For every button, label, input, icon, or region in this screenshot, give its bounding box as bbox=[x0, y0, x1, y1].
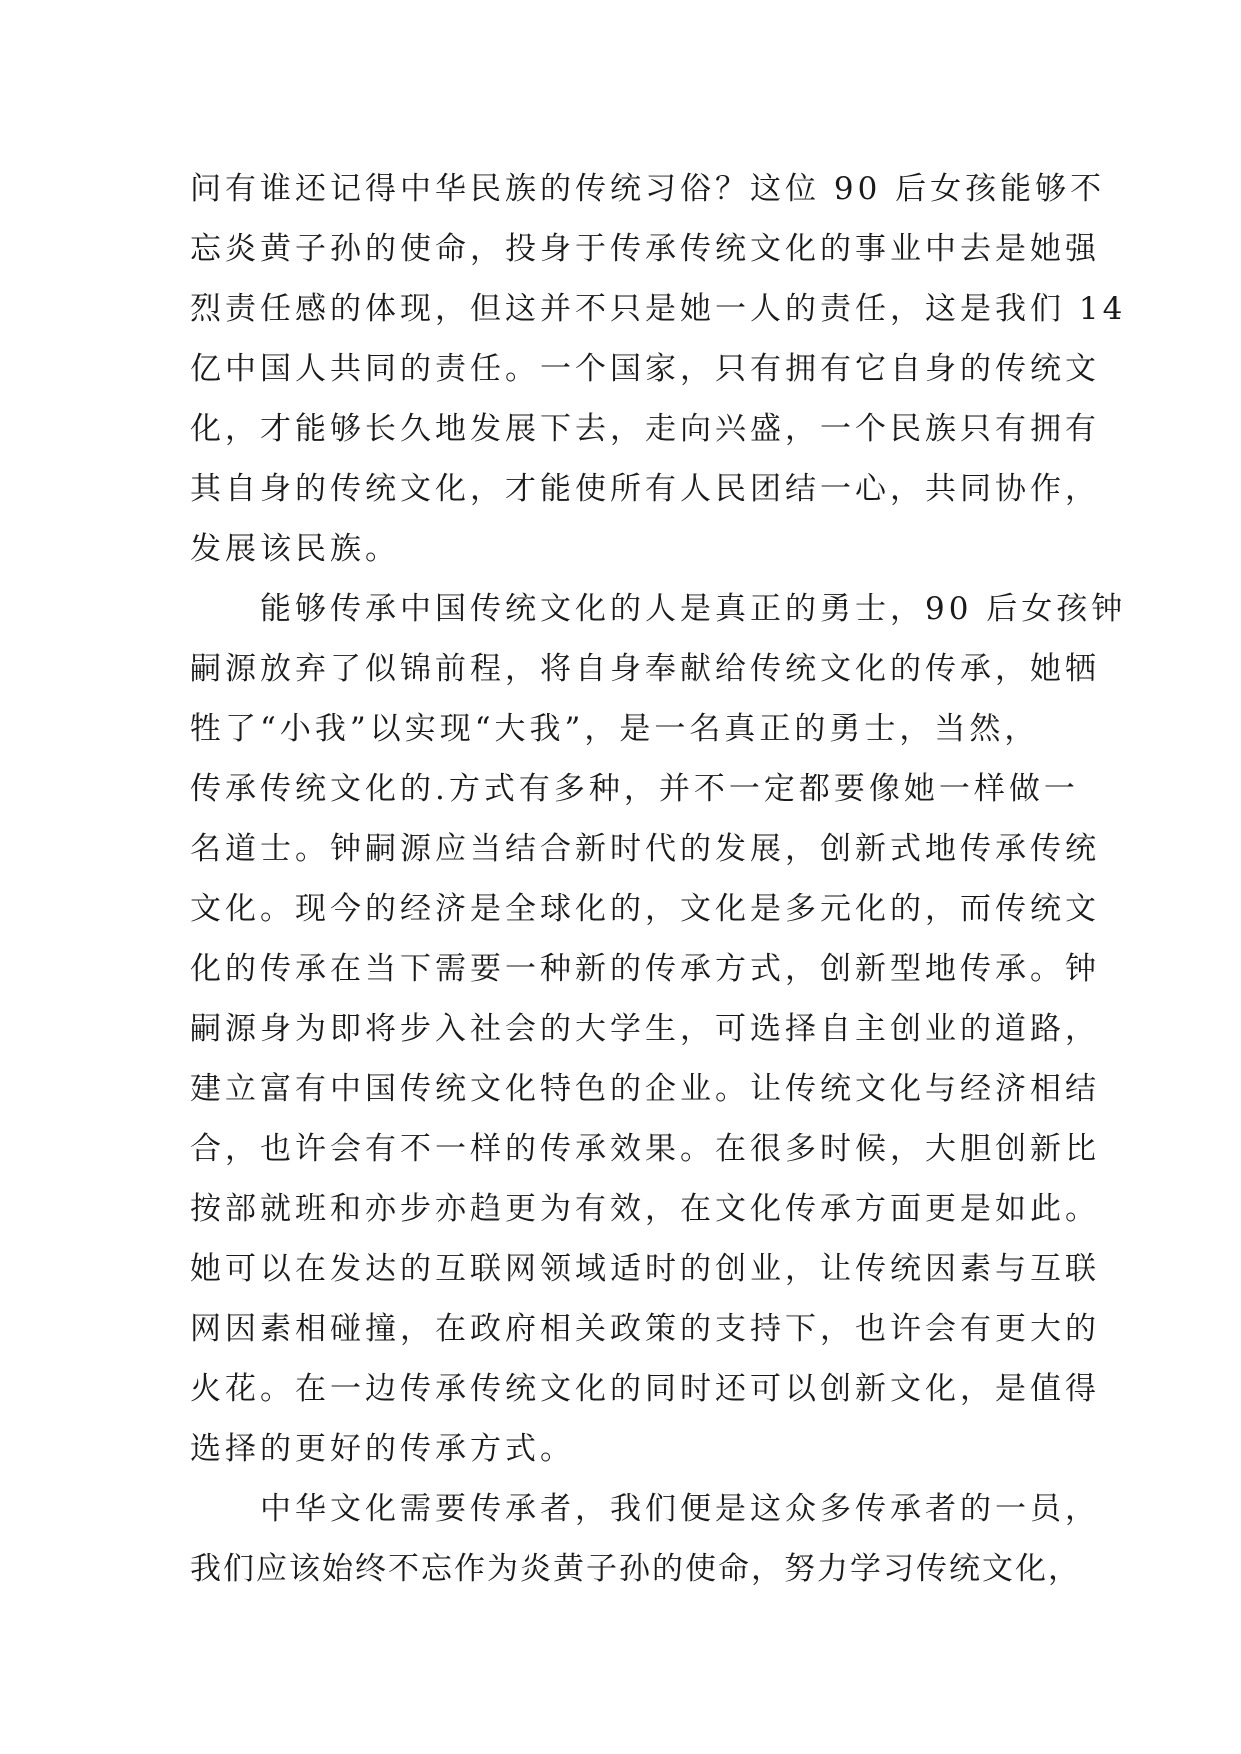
text-line: 传承传统文化的.方式有多种，并不一定都要像她一样做一 bbox=[190, 771, 1079, 807]
text-line: 名道士。钟嗣源应当结合新时代的发展，创新式地传承传统 bbox=[190, 831, 1100, 867]
text-line: 烈责任感的体现，但这并不只是她一人的责任，这是我们 14 bbox=[190, 291, 1127, 327]
text-line: 我们应该始终不忘作为炎黄子孙的使命，努力学习传统文化， bbox=[190, 1551, 1081, 1587]
text-line: 其自身的传统文化，才能使所有人民团结一心，共同协作， bbox=[190, 471, 1100, 507]
text-line: 中华文化需要传承者，我们便是这众多传承者的一员， bbox=[190, 1491, 1100, 1527]
text-line: 化的传承在当下需要一种新的传承方式，创新型地传承。钟 bbox=[190, 951, 1100, 987]
text-line: 嗣源身为即将步入社会的大学生，可选择自主创业的道路， bbox=[190, 1011, 1100, 1047]
text-line: 火花。在一边传承传统文化的同时还可以创新文化，是值得 bbox=[190, 1371, 1100, 1407]
text-line: 她可以在发达的互联网领域适时的创业，让传统因素与互联 bbox=[190, 1251, 1100, 1287]
text-line: 化，才能够长久地发展下去，走向兴盛，一个民族只有拥有 bbox=[190, 411, 1100, 447]
text-line: 文化。现今的经济是全球化的，文化是多元化的，而传统文 bbox=[190, 891, 1100, 927]
text-line: 按部就班和亦步亦趋更为有效，在文化传承方面更是如此。 bbox=[190, 1191, 1100, 1227]
text-line: 亿中国人共同的责任。一个国家，只有拥有它自身的传统文 bbox=[190, 351, 1100, 387]
text-line: 牲了“小我”以实现“大我”，是一名真正的勇士，当然， bbox=[190, 711, 1040, 747]
text-line: 发展该民族。 bbox=[190, 531, 400, 567]
text-line: 嗣源放弃了似锦前程，将自身奉献给传统文化的传承，她牺 bbox=[190, 651, 1100, 687]
body-text bbox=[190, 159, 1127, 1599]
text-line: 选择的更好的传承方式。 bbox=[190, 1431, 575, 1467]
text-line: 能够传承中国传统文化的人是真正的勇士，90 后女孩钟 bbox=[190, 591, 1127, 627]
text-line: 建立富有中国传统文化特色的企业。让传统文化与经济相结 bbox=[190, 1071, 1100, 1107]
text-line: 问有谁还记得中华民族的传统习俗？这位 90 后女孩能够不 bbox=[190, 171, 1106, 207]
text-line: 网因素相碰撞，在政府相关政策的支持下，也许会有更大的 bbox=[190, 1311, 1100, 1347]
text-line: 合，也许会有不一样的传承效果。在很多时候，大胆创新比 bbox=[190, 1131, 1100, 1167]
text-line: 忘炎黄子孙的使命，投身于传承传统文化的事业中去是她强 bbox=[190, 231, 1100, 267]
